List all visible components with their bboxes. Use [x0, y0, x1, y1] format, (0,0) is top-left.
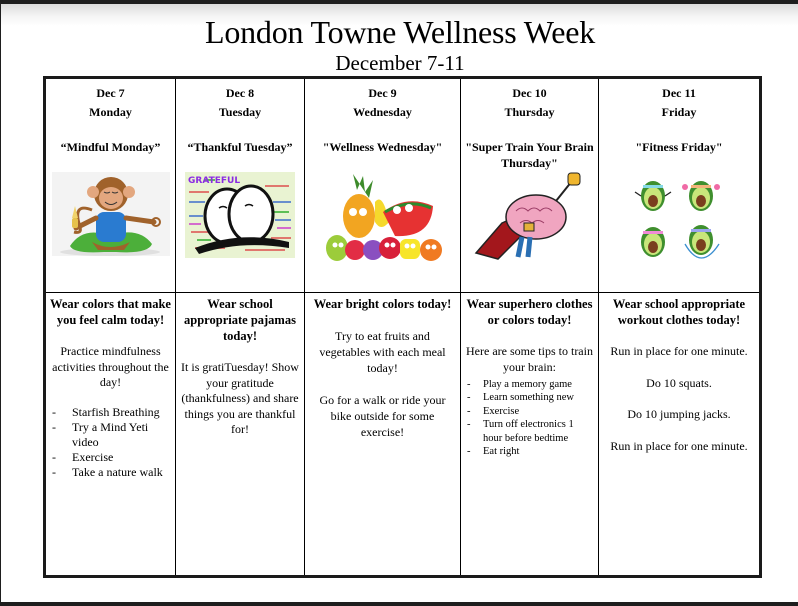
activity-paragraph: Try to eat fruits and vegetables with each meal today!	[319, 329, 446, 375]
list-item: - Turn off electronics 1 hour before bedtime	[467, 418, 594, 445]
svg-text:GRATEFUL: GRATEFUL	[188, 176, 241, 186]
activity-paragraph: It is gratiTuesday! Show your gratitude (thankfulness) and share things you are thankful for!	[181, 360, 299, 436]
day-activities-friday	[599, 293, 761, 577]
day-activities-monday	[45, 293, 176, 577]
wellness-week-table	[43, 76, 762, 578]
list-item: - Try a Mind Yeti video	[52, 420, 171, 450]
day-activities-thursday	[461, 293, 599, 577]
day-theme: “Thankful Tuesday”	[187, 140, 293, 154]
dress-code: Wear colors that make you feel calm today!	[50, 297, 171, 327]
day-header-thursday	[461, 78, 599, 293]
activity-paragraph: Practice mindfulness activities throughout the day!	[52, 344, 169, 389]
document-subtitle: December 7-11	[335, 51, 465, 75]
cartoon-fruits-illustration	[323, 172, 443, 264]
day-theme: "Super Train Your Brain Thursday"	[465, 140, 594, 170]
dress-code: Wear bright colors today!	[313, 297, 452, 311]
dress-code: Wear school appropriate workout clothes today!	[612, 297, 746, 327]
list-item: - Play a memory game	[467, 378, 594, 391]
activity-list	[50, 405, 171, 480]
activity-paragraph: Do 10 jumping jacks.	[627, 407, 731, 421]
list-item: - Learn something new	[467, 391, 594, 404]
list-item: - Eat right	[467, 445, 594, 458]
day-header-friday	[599, 78, 761, 293]
day-theme: "Wellness Wednesday"	[322, 140, 443, 154]
document-title: London Towne Wellness Week	[204, 14, 596, 50]
day-weekday: Thursday	[504, 105, 555, 119]
day-date: Dec 10	[512, 86, 547, 100]
dress-code: Wear superhero clothes or colors today!	[466, 297, 593, 327]
day-date: Dec 11	[662, 86, 696, 100]
day-activities-tuesday	[176, 293, 305, 577]
day-header-monday	[45, 78, 176, 293]
day-weekday: Wednesday	[353, 105, 412, 119]
day-theme: “Mindful Monday”	[60, 140, 161, 154]
day-weekday: Tuesday	[218, 105, 262, 119]
dress-code: Wear school appropriate pajamas today!	[184, 297, 296, 343]
list-item: - Exercise	[467, 405, 594, 418]
list-item: - Starfish Breathing	[52, 405, 171, 420]
grateful-birds-illustration	[185, 172, 295, 258]
activity-paragraph: Run in place for one minute.	[610, 344, 748, 358]
list-item: - Take a nature walk	[52, 465, 171, 480]
exercising-avocados-illustration	[633, 172, 725, 264]
schedule-header-row	[45, 78, 761, 293]
activity-paragraph: Go for a walk or ride your bike outside for some exercise!	[319, 393, 446, 439]
superhero-brain-illustration	[472, 171, 588, 271]
list-item: - Exercise	[52, 450, 171, 465]
activity-paragraph: Run in place for one minute.	[610, 438, 748, 453]
day-theme: "Fitness Friday"	[635, 140, 723, 154]
schedule-activity-row	[45, 293, 761, 577]
brain-tips-list	[465, 378, 594, 458]
activity-paragraph: Here are some tips to train your brain:	[466, 344, 593, 374]
day-header-tuesday	[176, 78, 305, 293]
day-date: Dec 8	[225, 86, 255, 100]
meditating-monkey-illustration	[52, 172, 170, 260]
day-weekday: Monday	[89, 105, 132, 119]
day-header-wednesday	[305, 78, 461, 293]
day-activities-wednesday	[305, 293, 461, 577]
day-date: Dec 9	[368, 86, 397, 100]
day-weekday: Friday	[661, 105, 697, 119]
day-date: Dec 7	[96, 86, 125, 100]
activity-paragraph: Do 10 squats.	[646, 375, 712, 390]
